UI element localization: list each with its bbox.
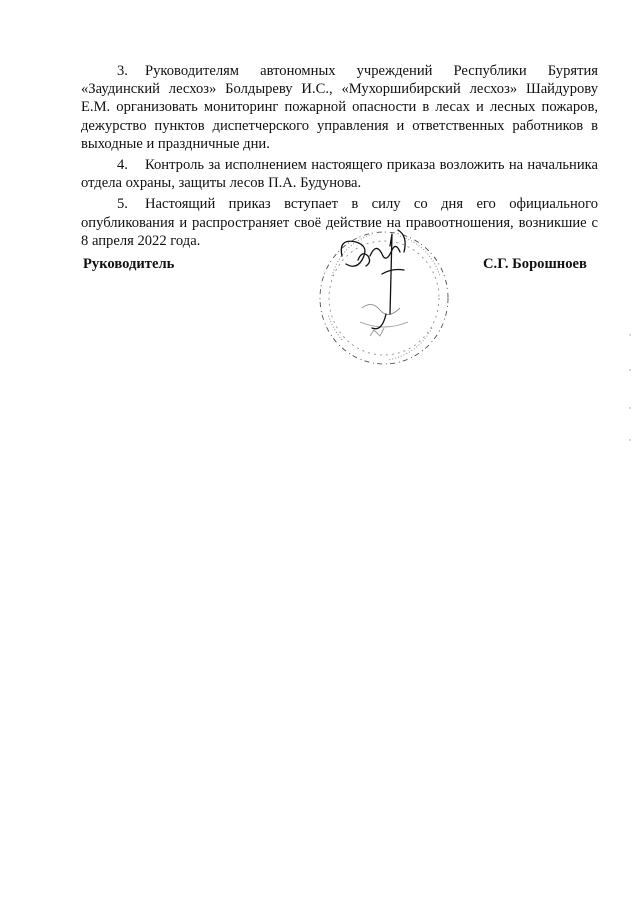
paragraph-number: 4. <box>117 157 128 174</box>
paragraph-number: 5. <box>117 196 128 213</box>
signatory-name: С.Г. Борошноев <box>483 256 587 272</box>
paragraph-number: 3. <box>117 63 128 79</box>
official-stamp <box>312 216 462 376</box>
scan-artifact <box>628 330 632 450</box>
paragraph-3 <box>81 62 598 153</box>
signatory-title: Руководитель <box>83 256 175 272</box>
paragraph-text: Контроль за исполнением настоящего приказа возложить на начальника отдела охраны, защиты лесов П.А. Будунова. <box>81 157 598 192</box>
paragraph-4 <box>81 156 598 192</box>
paragraph-text: Руководителям автономных учреждений Республики Бурятия «Заудинский лесхоз» Болдыреву И.С., «Мухоршибирский лесхоз» Шайдурову Е.М. организовать мониторинг пожарной опасности в лесах и лесных пожаров, дежурство пунктов диспетчерского управления и ответственных работников в выходные и праздничные дни. <box>81 63 598 152</box>
paragraph-text: Настоящий приказ вступает в силу со дня его официального опубликования и распространяет своё действие на правоотношения, возникшие с 8 апреля 2022 года. <box>81 196 598 249</box>
